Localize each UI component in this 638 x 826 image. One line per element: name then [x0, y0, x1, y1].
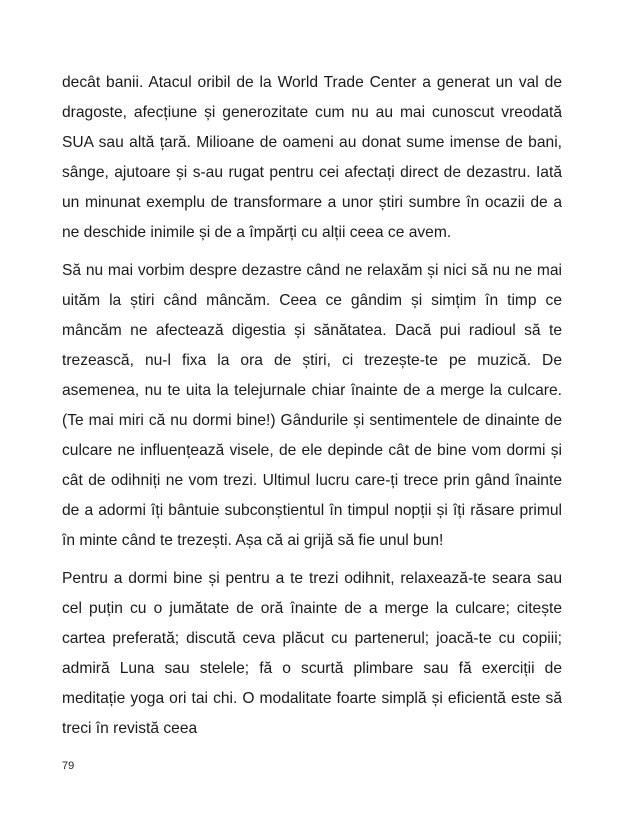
- page-number: 79: [62, 760, 75, 772]
- paragraph-1: decât banii. Atacul oribil de la World Trade Center a generat un val de dragoste, afecțiune și generozitate cum nu au mai cunoscut vreodată SUA sau altă țară. Milioane de oameni au donat sume imense de bani, sânge, ajutoare și s-au rugat pentru cei afectați direct de dezastru. Iată un minunat exemplu de transformare a unor știri sumbre în ocazii de a ne deschide inimile și de a împărți cu alții ceea ce avem.: [62, 74, 562, 241]
- document-page: [62, 68, 562, 752]
- paragraph-3: Pentru a dormi bine și pentru a te trezi odihnit, relaxează-te seara sau cel puțin cu o jumătate de oră înainte de a merge la culcare; citește cartea preferată; discută ceva plăcut cu partenerul; joacă-te cu copiii; admiră Luna sau stelele; fă o scurtă plimbare sau fă exerciții de meditație yoga ori tai chi. O modalitate foarte simplă și eficientă este să treci în revistă ceea: [62, 570, 562, 737]
- paragraph-2: Să nu mai vorbim despre dezastre când ne relaxăm și nici să nu ne mai uităm la știri când mâncăm. Ceea ce gândim și simțim în timp ce mâncăm ne afectează digestia și sănătatea. Dacă pui radioul să te trezească, nu-l fixa la ora de știri, ci trezește-te pe muzică. De asemenea, nu te uita la telejurnale chiar înainte de a merge la culcare. (Te mai miri că nu dormi bine!) Gândurile și sentimentele de dinainte de culcare ne influențează visele, de ele depinde cât de bine vom dormi și cât de odihniți ne vom trezi. Ultimul lucru care-ți trece prin gând înainte de a adormi îți bântuie subconștientul în timpul nopții și îți răsare primul în minte când te trezești. Așa că ai grijă să fie unul bun!: [62, 262, 562, 549]
